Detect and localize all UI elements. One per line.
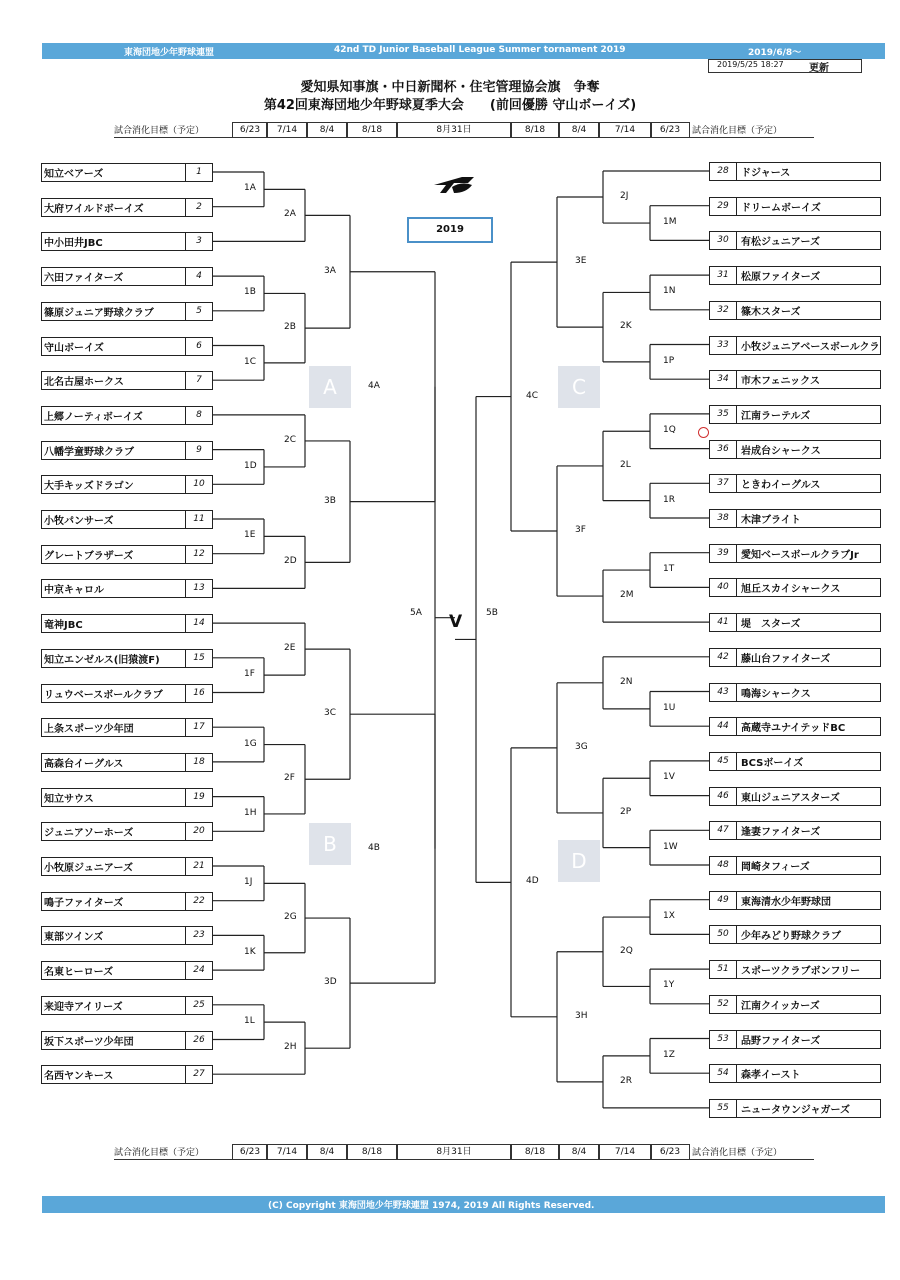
round-label: 3F [575, 525, 586, 535]
team-entry [709, 474, 881, 493]
team-entry [41, 371, 213, 390]
team-entry [41, 961, 213, 980]
team-name: 逢妻ファイターズ [741, 827, 821, 839]
round-label: 1L [244, 1016, 255, 1027]
team-number: 8 [185, 407, 212, 424]
team-entry [41, 892, 213, 911]
team-number: 49 [710, 892, 737, 909]
round-label: 2D [284, 556, 297, 567]
round-label: 3E [575, 256, 587, 267]
team-entry [709, 717, 881, 736]
circle-mark [698, 427, 709, 438]
team-name: 坂下スポーツ少年団 [44, 1036, 134, 1048]
team-number: 32 [710, 302, 737, 319]
team-number: 29 [710, 198, 737, 215]
schedule-cell: 8/4 [306, 122, 348, 137]
team-entry [41, 614, 213, 633]
team-number: 48 [710, 857, 737, 874]
team-name: 少年みどり野球クラブ [741, 931, 841, 943]
round-label: 2F [284, 773, 295, 784]
team-name: 旭丘スカイシャークス [741, 584, 841, 596]
round-label: 3C [324, 708, 337, 719]
team-name: 鳴海シャークス [741, 688, 811, 700]
team-entry [709, 648, 881, 667]
team-number: 22 [185, 893, 212, 910]
schedule-cell: 7/14 [598, 122, 652, 137]
team-name: 品野ファイターズ [741, 1035, 821, 1047]
team-entry [41, 406, 213, 425]
block-label-c: C [558, 366, 600, 408]
round-label: 1A [244, 183, 256, 194]
team-number: 41 [710, 614, 737, 631]
team-number: 43 [710, 684, 737, 701]
team-name: BCSボーイズ [741, 757, 804, 769]
team-entry [709, 370, 881, 389]
round-label: 1Z [663, 1049, 675, 1060]
team-entry [41, 718, 213, 737]
team-name: 江南クイッカーズ [741, 1000, 820, 1012]
team-name: ドリームボーイズ [741, 202, 821, 214]
team-entry [709, 336, 881, 355]
page-subtitle: 第42回東海団地少年野球夏季大会 (前回優勝 守山ボーイズ) [263, 98, 637, 113]
team-name: 松原ファイターズ [741, 272, 821, 284]
team-number: 42 [710, 649, 737, 666]
round-label: 2R [620, 1075, 632, 1086]
round-label: 2G [284, 912, 297, 923]
team-name: 篠原ジュニア野球クラブ [44, 307, 154, 319]
team-number: 54 [710, 1065, 737, 1082]
round-label: 1F [244, 669, 255, 680]
schedule-label: 試合消化目標（予定） [692, 126, 783, 136]
team-entry [41, 198, 213, 217]
team-entry [709, 578, 881, 597]
team-name: 高森台イーグルス [44, 758, 124, 770]
team-name: 知立ベアーズ [44, 169, 104, 180]
round-label: 3B [324, 495, 336, 506]
team-entry [709, 821, 881, 840]
team-entry [709, 787, 881, 806]
team-entry [41, 337, 213, 356]
team-entry [41, 1065, 213, 1084]
round-label: 2M [620, 590, 634, 601]
update-timestamp: 2019/5/25 18:27 [717, 60, 784, 69]
team-number: 52 [710, 996, 737, 1013]
round-label: 2P [620, 806, 632, 817]
team-entry [709, 613, 881, 632]
team-number: 6 [185, 338, 212, 355]
schedule-cell: 8/4 [558, 122, 600, 137]
team-number: 9 [185, 442, 212, 459]
round-label: 3D [324, 977, 337, 988]
team-number: 40 [710, 579, 737, 596]
team-name: 守山ボーイズ [44, 342, 104, 354]
team-name: 中小田井JBC [44, 238, 103, 250]
team-entry [41, 302, 213, 321]
team-number: 18 [185, 754, 212, 771]
team-number: 21 [185, 858, 212, 875]
team-number: 25 [185, 997, 212, 1014]
schedule-cell: 7/14 [598, 1144, 652, 1159]
team-name: 江南ラーテルズ [741, 410, 811, 422]
team-entry [41, 753, 213, 772]
team-entry [709, 162, 881, 181]
team-entry [709, 266, 881, 285]
team-entry [709, 301, 881, 320]
schedule-cell: 6/23 [232, 122, 268, 137]
team-name: 名西ヤンキース [44, 1071, 114, 1083]
team-number: 19 [185, 789, 212, 806]
team-entry [709, 752, 881, 771]
team-entry [41, 649, 213, 668]
team-entry [41, 232, 213, 251]
team-entry [709, 1099, 881, 1118]
round-label: 4B [368, 842, 380, 853]
round-label: 4C [526, 390, 539, 401]
team-entry [41, 163, 213, 182]
team-entry [709, 231, 881, 250]
schedule-cell: 6/23 [650, 1144, 690, 1159]
round-label: 1Y [663, 980, 675, 991]
team-entry [709, 544, 881, 563]
round-label: 2J [620, 191, 629, 202]
round-label: 1J [244, 877, 253, 888]
team-entry [41, 1031, 213, 1050]
schedule-cell: 6/23 [650, 122, 690, 137]
team-number: 44 [710, 718, 737, 735]
schedule-cell: 8/4 [558, 1144, 600, 1159]
round-label: 3A [324, 265, 336, 276]
schedule-cell: 8/18 [510, 122, 560, 137]
round-label: 2H [284, 1042, 297, 1053]
block-label-a: A [309, 366, 351, 408]
team-name: 森孝イースト [741, 1070, 801, 1082]
block-label-d: D [558, 840, 600, 882]
round-label: 2K [620, 321, 632, 332]
team-entry [709, 1064, 881, 1083]
team-name: 篠木スターズ [741, 306, 801, 318]
schedule-cell: 7/14 [266, 1144, 308, 1159]
footer-bar [42, 1196, 885, 1213]
team-name: 上郷ノーティボーイズ [44, 411, 143, 423]
round-label: 1W [663, 841, 678, 852]
schedule-cell: 8/4 [306, 1144, 348, 1159]
schedule-bottom [114, 1144, 814, 1160]
team-entry [709, 891, 881, 910]
team-number: 27 [185, 1066, 212, 1083]
round-label: 1C [244, 356, 257, 367]
team-number: 34 [710, 371, 737, 388]
team-entry [41, 441, 213, 460]
schedule-cell: 6/23 [232, 1144, 268, 1159]
league-logo [432, 173, 476, 195]
copyright: (C) Copyright 東海団地少年野球連盟 1974, 2019 All Rights Reserved. [268, 1201, 595, 1211]
team-name: ニュータウンジャガーズ [741, 1104, 851, 1116]
team-number: 38 [710, 510, 737, 527]
round-label: 2B [284, 322, 296, 333]
team-entry [709, 405, 881, 424]
team-entry [709, 509, 881, 528]
team-name: グレートブラザーズ [44, 550, 134, 562]
team-name: 市木フェニックス [741, 376, 820, 388]
team-number: 4 [185, 268, 212, 285]
team-name: 八幡学童野球クラブ [44, 446, 134, 458]
team-entry [41, 788, 213, 807]
team-name: 高蔵寺ユナイテッドBC [741, 723, 846, 735]
team-name: 名東ヒーローズ [44, 967, 114, 979]
team-name: 中京キャロル [44, 585, 104, 597]
team-name: 東部ツインズ [44, 932, 104, 944]
team-entry [709, 925, 881, 944]
team-number: 45 [710, 753, 737, 770]
team-number: 39 [710, 545, 737, 562]
round-label: 3G [575, 741, 588, 752]
team-name: 小牧原ジュニアーズ [44, 863, 133, 874]
round-label: 1P [663, 355, 675, 366]
team-name: 来迎寺アイリーズ [44, 1001, 123, 1013]
team-name: ジュニアソーホーズ [44, 828, 134, 840]
round-label: 1Q [663, 425, 676, 436]
team-name: 堤 スターズ [741, 619, 801, 631]
team-entry [41, 926, 213, 945]
team-number: 7 [185, 372, 212, 389]
round-label: 1R [663, 494, 675, 505]
team-entry [41, 475, 213, 494]
final-mark: V [449, 612, 463, 632]
round-label: 2E [284, 643, 296, 654]
team-number: 28 [710, 163, 737, 180]
schedule-cell: 8/18 [346, 122, 398, 137]
team-entry [709, 683, 881, 702]
round-label: 1U [663, 702, 676, 713]
org-name: 東海団地少年野球連盟 [124, 48, 215, 58]
schedule-cell: 8/18 [510, 1144, 560, 1159]
team-name: 知立サウス [44, 793, 94, 805]
round-label: 1X [663, 911, 675, 922]
team-number: 10 [185, 476, 212, 493]
round-label: 1E [244, 530, 256, 541]
team-number: 47 [710, 822, 737, 839]
round-label: 1T [663, 564, 675, 575]
round-label: 2L [620, 459, 631, 470]
round-label: 1V [663, 772, 675, 783]
team-entry [41, 996, 213, 1015]
team-name: 岩成台シャークス [741, 445, 821, 457]
schedule-cell: 7/14 [266, 122, 308, 137]
update-label: 更新 [809, 63, 829, 74]
block-label-b: B [309, 823, 351, 865]
team-entry [41, 684, 213, 703]
team-name: 有松ジュニアーズ [741, 237, 820, 249]
team-number: 24 [185, 962, 212, 979]
team-number: 14 [185, 615, 212, 632]
schedule-label: 試合消化目標（予定） [114, 126, 205, 136]
round-label: 1G [244, 738, 257, 749]
team-entry [41, 857, 213, 876]
team-number: 23 [185, 927, 212, 944]
team-number: 31 [710, 267, 737, 284]
team-name: 大手キッズドラゴン [44, 481, 134, 493]
team-name: 六田ファイターズ [44, 273, 124, 285]
page-title: 愛知県知事旗・中日新聞杯・住宅管理協会旗 争奪 [300, 80, 600, 95]
team-entry [709, 995, 881, 1014]
team-entry [41, 510, 213, 529]
team-name: スポーツクラブボンフリー [741, 966, 861, 978]
team-name: 藤山台ファイターズ [741, 653, 831, 665]
schedule-center: 8月31日 [396, 122, 512, 137]
team-name: 北名古屋ホークス [44, 377, 124, 389]
team-entry [709, 1030, 881, 1049]
round-label: 4D [526, 876, 539, 887]
team-number: 55 [710, 1100, 737, 1117]
round-label: 5A [410, 608, 422, 618]
round-label: 4A [368, 380, 380, 391]
team-number: 26 [185, 1032, 212, 1049]
team-name: 東山ジュニアスターズ [741, 792, 840, 804]
team-entry [709, 440, 881, 459]
team-number: 2 [185, 199, 212, 216]
team-entry [41, 267, 213, 286]
team-number: 20 [185, 823, 212, 840]
team-number: 33 [710, 337, 737, 354]
team-number: 13 [185, 580, 212, 597]
round-label: 5B [486, 608, 498, 618]
team-number: 1 [185, 164, 212, 181]
team-name: 木津ブライト [741, 515, 801, 526]
round-label: 2A [284, 209, 296, 220]
team-entry [41, 545, 213, 564]
round-label: 1K [244, 946, 256, 957]
team-number: 37 [710, 475, 737, 492]
start-date: 2019/6/8～ [748, 48, 802, 58]
team-number: 11 [185, 511, 212, 528]
schedule-center: 8月31日 [396, 1144, 512, 1159]
team-name: 上条スポーツ少年団 [44, 724, 134, 736]
league-name: 42nd TD Junior Baseball League Summer tornament 2019 [334, 45, 626, 55]
team-name: 竜神JBC [44, 620, 83, 632]
round-label: 2N [620, 676, 633, 687]
round-label: 1B [244, 287, 256, 298]
team-name: 東海清水少年野球団 [741, 896, 831, 908]
team-number: 16 [185, 685, 212, 702]
team-name: 小牧ジュニアベースボールクラ [741, 341, 880, 353]
round-label: 1M [663, 217, 677, 228]
round-label: 1D [244, 460, 257, 471]
schedule-label: 試合消化目標（予定） [114, 1148, 205, 1158]
team-number: 51 [710, 961, 737, 978]
team-number: 46 [710, 788, 737, 805]
team-name: 小牧パンサーズ [44, 516, 114, 527]
schedule-cell: 8/18 [346, 1144, 398, 1159]
team-name: 鳴子ファイターズ [44, 897, 124, 909]
team-name: 大府ワイルドボーイズ [44, 203, 144, 215]
team-name: ドジャース [741, 168, 791, 179]
team-number: 15 [185, 650, 212, 667]
team-name: 岡崎タフィーズ [741, 862, 810, 873]
team-number: 50 [710, 926, 737, 943]
round-label: 2C [284, 434, 297, 445]
team-entry [709, 960, 881, 979]
round-label: 1H [244, 807, 257, 818]
team-number: 36 [710, 441, 737, 458]
team-number: 3 [185, 233, 212, 250]
team-number: 12 [185, 546, 212, 563]
team-number: 30 [710, 232, 737, 249]
team-name: 愛知ベースボールクラブJr [741, 549, 859, 561]
schedule-label: 試合消化目標（予定） [692, 1148, 783, 1158]
team-number: 5 [185, 303, 212, 320]
team-number: 53 [710, 1031, 737, 1048]
team-entry [709, 197, 881, 216]
team-entry [41, 822, 213, 841]
year-box: 2019 [407, 217, 493, 243]
team-name: リュウベースボールクラブ [44, 689, 163, 701]
team-name: 知立エンゼルス(旧猿渡F) [44, 654, 160, 666]
team-entry [709, 856, 881, 875]
round-label: 1N [663, 286, 676, 297]
team-entry [41, 579, 213, 598]
team-name: ときわイーグルス [741, 480, 821, 492]
round-label: 3H [575, 1010, 588, 1021]
round-label: 2Q [620, 945, 633, 956]
team-number: 17 [185, 719, 212, 736]
team-number: 35 [710, 406, 737, 423]
